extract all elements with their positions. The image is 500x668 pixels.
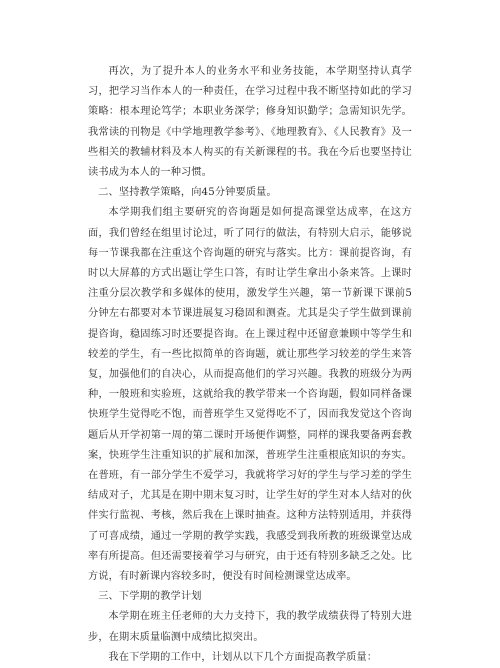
section-heading-next-semester-plan: 三、下学期的教学计划 xyxy=(98,591,202,603)
section-heading-teaching-strategy: 二、坚持教学策略，向45分钟要质量。 xyxy=(98,187,277,199)
paragraph-study-habits: 再次，为了提升本人的业务水平和业务技能，本学期坚持认真学习，把学习当作本人的一种责任，在学习过程中我不断坚持如此的学习策略：根本理论笃学；本职业务深学；修身知识勤学；急需知识先学。我常读的刊物是《中学地理教学参考》、《地理教育》、《人民教育》及一些相关的教辅材料及本人构买的有关新课程的书。我在今后也要坚持让读书成为本人的一种习惯。 xyxy=(88,66,412,179)
document-page xyxy=(88,62,412,668)
paragraph-plan-intro: 我在下学期的工作中，计划从以下几个方面提高教学质量： xyxy=(108,651,378,663)
paragraph-semester-results: 本学期在班主任老师的大力支持下，我的教学成绩获得了特别大进步，在期末质量临测中成绩比拟突出。 xyxy=(88,611,412,643)
paragraph-classroom-research: 本学期我们组主要研究的咨询题是如何提高课堂达成率，在这方面，我们曾经在组里讨论过，听了同行的做法，有特别大启示，能够说每一节课我都在注重这个咨询题的研究与落实。比方：课前提咨询，有时以大屏幕的方式出题让学生口答，有时让学生拿出小条来答。上课时注重分层次教学和多媒体的使用，激发学生兴趣，第一节新课下课前5分钟左右都要对本节课进展复习稳固和测查。尤其是尖子学生做到课前提咨询，稳固练习时还要提咨询。在上课过程中还留意兼顾中等学生和较差的学生，有一些比拟简单的咨询题，就让那些学习较差的学生来答复，加强他们的自决心，从而提高他们的学习兴趣。我教的班级分为两种，一般班和实验班，这就给我的教学带来一个咨询题，假如同样备课快班学生觉得吃不饱，而普班学生又觉得吃不了，因而我发觉这个咨询题后从开学初第一周的第二课时开场便作调整，同样的课我要备两套教案，快班学生注重知识的扩展和加深，普班学生注重根底知识的夯实。在普班，有一部分学生不爱学习，我就将学习好的学生与学习差的学生结成对子，尤其是在期中期末复习时，让学生好的学生对本人结对的伙伴实行监视、考核，然后我在上课时抽查。这种方法特别适用，并获得了可喜成绩，通过一学期的教学实践，我感受到我所教的班级课堂达成率有所提高。但还需要接着学习与研究，由于还有特别多缺乏之处。比方说，有时新课内容较多时，便没有时间检测课堂达成率。 xyxy=(88,207,412,583)
